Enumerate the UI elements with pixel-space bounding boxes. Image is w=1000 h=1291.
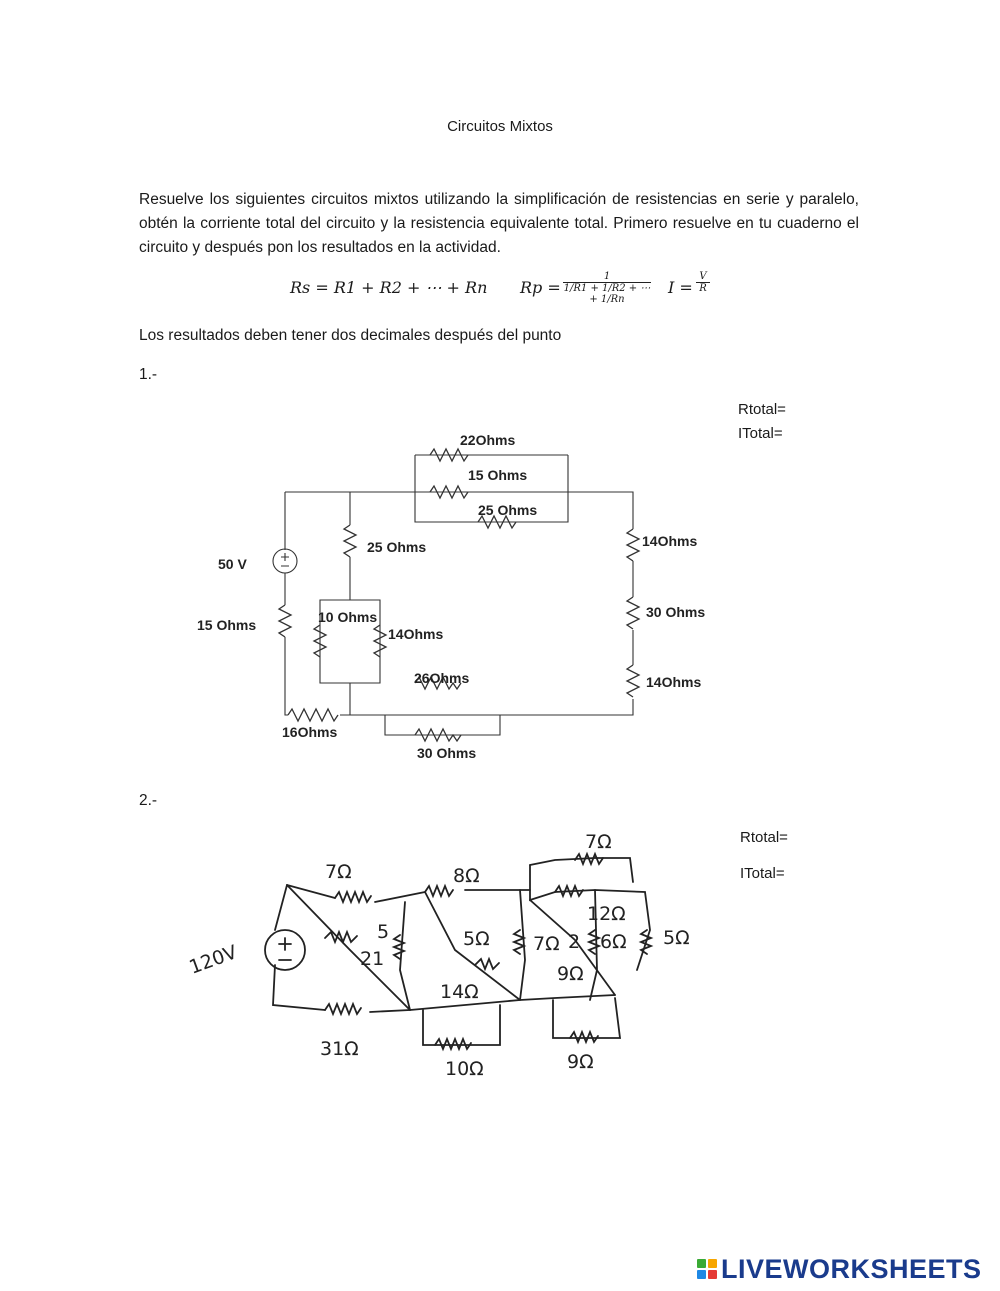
problem-1-rtotal-label: Rtotal= — [738, 401, 786, 418]
problem-1-label: 1.- — [139, 366, 158, 383]
circuit-diagram-1 — [190, 425, 720, 770]
c1-r15source-label: 15 Ohms — [197, 617, 257, 633]
current-formula-label: I = — [668, 278, 693, 297]
parallel-formula-label: Rp = — [520, 278, 561, 297]
c2-r7a-label: 7Ω — [325, 861, 352, 883]
c2-r7c-label: 7Ω — [533, 933, 560, 955]
logo-square-orange — [708, 1259, 717, 1268]
problem-2-label: 2.- — [139, 792, 158, 809]
c1-source-label: 50 V — [218, 556, 247, 572]
c2-r2-label: 2 — [568, 931, 581, 953]
series-formula: Rs = R1 + R2 + ⋯ + Rn — [290, 278, 488, 297]
c2-r5a-label: 5 — [377, 921, 390, 943]
c2-r5b-label: 5Ω — [463, 928, 490, 950]
c1-r26-label: 26Ohms — [414, 670, 470, 686]
c2-r6-label: 6Ω — [600, 931, 627, 953]
formulas — [290, 270, 760, 320]
c1-r10-label: 10 Ohms — [318, 609, 378, 625]
c2-r8-label: 8Ω — [453, 865, 480, 887]
c1-r14right-a-label: 14Ohms — [642, 533, 698, 549]
problem-2-itotal-label: ITotal= — [740, 865, 785, 882]
c1-r14left-label: 14Ohms — [388, 626, 444, 642]
problem-1-itotal-label: ITotal= — [738, 425, 783, 442]
c1-r22-label: 22Ohms — [460, 432, 516, 448]
problem-2-rtotal-label: Rtotal= — [740, 829, 788, 846]
c1-r15-label: 15 Ohms — [468, 467, 528, 483]
c1-r16-label: 16Ohms — [282, 724, 338, 740]
c1-r30bottom-label: 30 Ohms — [417, 745, 477, 761]
c2-source-label: 120V — [186, 941, 241, 979]
c2-r10-label: 10Ω — [445, 1058, 484, 1080]
decimals-note: Los resultados deben tener dos decimales después del punto — [139, 327, 562, 344]
page-title: Circuitos Mixtos — [447, 118, 553, 135]
parallel-numerator: 1 — [563, 271, 651, 283]
c2-r5c-label: 5Ω — [663, 927, 690, 949]
logo-text: LIVEWORKSHEETS — [721, 1253, 982, 1284]
c2-r21-label: 21 — [360, 948, 385, 970]
parallel-denominator: 1/R1 + 1/R2 + ⋯ + 1/Rn — [563, 283, 651, 305]
circuit-diagram-2 — [175, 820, 715, 1090]
c1-r30right-label: 30 Ohms — [646, 604, 706, 620]
c2-r9a-label: 9Ω — [557, 963, 584, 985]
instructions-paragraph: Resuelve los siguientes circuitos mixtos utilizando la simplificación de resistencias en serie y paralelo, obtén la corriente total del circuito y la resistencia equivalente total. Primero resuelve en tu cuaderno el circuito y después pon los resultados en la actividad. — [139, 191, 859, 256]
parallel-formula-fraction — [563, 271, 651, 305]
liveworksheets-logo — [697, 1252, 982, 1286]
c2-r14-label: 14Ω — [440, 981, 479, 1003]
current-numerator: V — [696, 271, 710, 283]
logo-icon — [697, 1259, 717, 1279]
logo-square-red — [708, 1270, 717, 1279]
c2-r9b-label: 9Ω — [567, 1051, 594, 1073]
logo-square-blue — [697, 1270, 706, 1279]
c1-r25left-label: 25 Ohms — [367, 539, 427, 555]
c2-r31-label: 31Ω — [320, 1038, 359, 1060]
current-denominator: R — [699, 283, 707, 294]
c2-r12-label: 12Ω — [587, 903, 626, 925]
c1-r14right-b-label: 14Ohms — [646, 674, 702, 690]
current-formula-fraction — [696, 271, 710, 294]
c1-r25top-label: 25 Ohms — [478, 502, 538, 518]
c2-r7b-label: 7Ω — [585, 831, 612, 853]
logo-square-green — [697, 1259, 706, 1268]
